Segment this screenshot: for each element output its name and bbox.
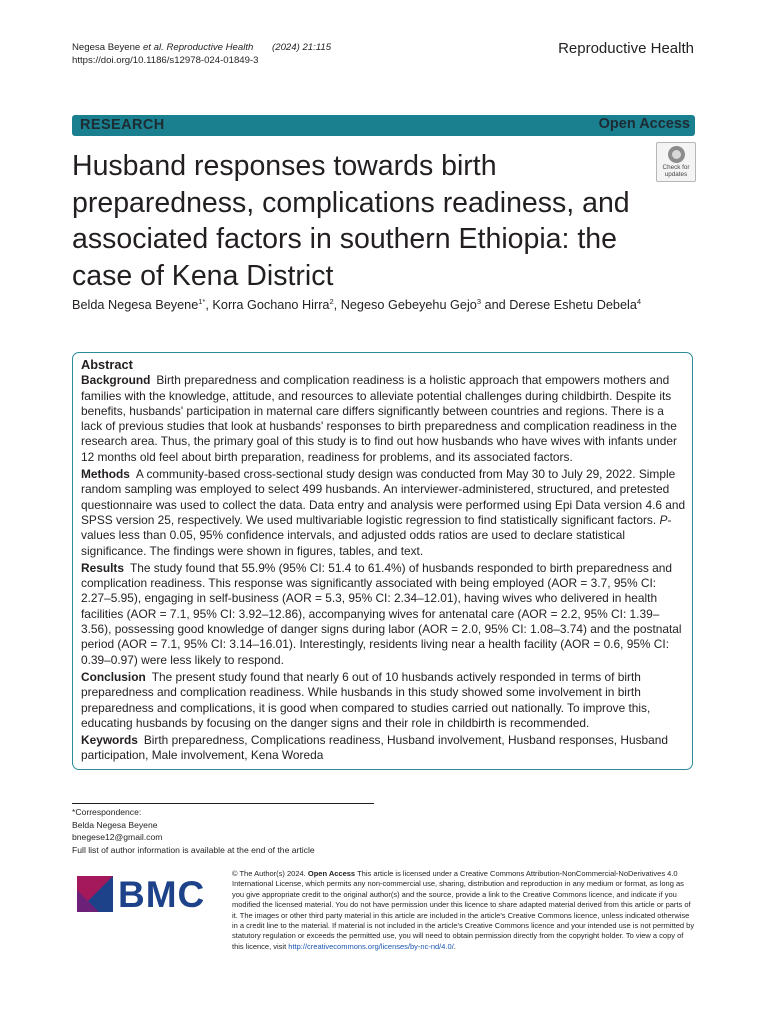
citation-authors: Negesa Beyene [72, 42, 141, 53]
abstract-conclusion [81, 670, 686, 731]
correspondence-name: Belda Negesa Beyene [72, 819, 158, 830]
author-name: Belda Negesa Beyene [72, 298, 199, 313]
correspondence-email[interactable]: bnegese12@gmail.com [72, 832, 163, 843]
abstract-background [81, 373, 686, 465]
correspondence-label: *Correspondence: [72, 807, 142, 817]
license-open-access: Open Access [307, 869, 356, 878]
citation-etal: et al. [142, 42, 164, 53]
footnote-divider [72, 803, 374, 804]
bmc-logo [77, 874, 211, 915]
bmc-logo-icon [77, 876, 113, 912]
author-separator: , [333, 298, 341, 313]
author-affiliation: 4 [636, 297, 642, 306]
methods-tail: -values less than 0.05, 95% confidence intervals, and adjusted odds ratios are used to declare statistical significance. The findings were shown in figures, tables, and text. [81, 512, 672, 558]
bmc-logo-text: BMC [118, 874, 206, 915]
methods-label: Methods [81, 467, 130, 482]
license-prefix: © The Author(s) 2024. [232, 869, 306, 878]
author-affiliation: 3 [476, 297, 482, 306]
author-list [72, 297, 702, 312]
article-type-label: RESEARCH [80, 117, 165, 133]
author-name: Derese Eshetu Debela [509, 298, 637, 313]
author-name: Korra Gochano Hirra [212, 298, 330, 313]
keywords-text: Birth preparedness, Complications readiness, Husband involvement, Husband responses, Husband participation, Male involvement, Kena Woreda [81, 733, 668, 763]
citation-journal: Reproductive Health [166, 42, 254, 53]
conclusion-label: Conclusion [81, 669, 146, 684]
author-separator: , [205, 298, 213, 313]
check-for-updates-button[interactable] [656, 142, 696, 182]
article-title: Husband responses towards birth preparedness, complications readiness, and associated factors in southern Ethiopia: the case of Kena District [72, 150, 630, 292]
abstract-methods [81, 467, 686, 559]
check-updates-icon [668, 146, 685, 163]
license-body: This article is licensed under a Creative Commons Attribution-NonCommercial-NoDerivatives 4.0 International License, which permits any non-commercial use, sharing, distribution and reproduction in any medium or format, as long as you give appropriate credit to the original author(s) and the source, provide a link to the Creative Commons licence, and indicate if you modified the licensed material. You do not have permission under this licence to share adapted material derived from this article or parts of it. The images or other third party material in this article are included in the article's Creative Commons licence, unless indicated otherwise in a credit line to the material. If material is not included in the article's Creative Commons licence and your intended use is not permitted by statutory regulation or exceeds the permitted use, you will need to obtain permission directly from the copyright holder. To view a copy of this licence, visit [232, 869, 695, 951]
results-label: Results [81, 560, 124, 575]
abstract-heading: Abstract [81, 357, 133, 372]
author-name: Negeso Gebeyehu Gejo [340, 298, 477, 313]
background-label: Background [81, 373, 151, 388]
author-separator: and [481, 298, 510, 313]
methods-text: A community-based cross-sectional study design was conducted from May 30 to July 29, 2022. Simple random sampling was employed to select 499 husbands. An interviewer-administered, structured, and pretested questionnaire was used to collect the data. Data entry and analysis were performed using Epi Data version 4.6 and SPSS version 25, respectively. We used multivariable logistic regression to find statistically significant factors. [81, 467, 686, 527]
license-link[interactable]: http://creativecommons.org/licenses/by-nc-nd/4.0/ [288, 941, 454, 951]
abstract-body [81, 357, 686, 766]
methods-p-italic: P [659, 512, 668, 527]
open-access-label: Open Access [598, 116, 690, 132]
abstract-results [81, 561, 686, 668]
author-affiliation: 1* [198, 297, 206, 306]
check-updates-line1: Check for [662, 164, 690, 171]
citation-year: (2024) 21:115 [272, 42, 332, 53]
citation-header [72, 42, 331, 67]
conclusion-text: The present study found that nearly 6 out of 10 husbands actively responded in terms of birth preparedness and complication readiness. While husbands in this study showed some involvement in birth preparedness and complications, it is good when compared to studies carried out nationally. To improve this, educating husbands by focusing on the danger signs and their role in childbirth is recommended. [81, 669, 651, 730]
check-updates-line2: updates [664, 171, 688, 178]
correspondence-footnote [72, 806, 315, 856]
research-bar [72, 115, 695, 136]
author-info-note: Full list of author information is available at the end of the article [72, 844, 315, 855]
license-suffix: . [453, 941, 456, 951]
background-text: Birth preparedness and complication readiness is a holistic approach that empowers mothers and families with the knowledge, attitude, and resources to alleviate potential challenges during childbirth. Despite its benefits, husbands' participation in maternal care differs significantly between countries and regions. There is a lack of previous studies that look at husbands' responses to birth preparedness and complication readiness in the research area. Thus, the primary goal of this study is to find out how husbands who have wives with infants under 12 months old feel about birth preparation, readiness for problems, and its associated factors. [81, 373, 677, 464]
citation-line [72, 42, 331, 55]
journal-name: Reproductive Health [558, 40, 694, 57]
abstract-keywords [81, 733, 686, 764]
keywords-label: Keywords [81, 733, 138, 748]
results-text: The study found that 55.9% (95% CI: 51.4 to 61.4%) of husbands responded to birth preparedness and complication readiness. This response was significantly associated with being employed (AOR = 3.7, 95% CI: 2.27–5.95), engaging in self-business (AOR = 5.3, 95% CI: 2.34–12.01), having wives who delivered in health facilities (AOR = 7.1, 95% CI: 3.92–12.86), accompanying wives for antenatal care (AOR = 2.2, 95% CI: 1.39–3.56), possessing good knowledge of danger signs during labor (AOR = 2.0, 95% CI: 1.08–3.74) and the postnatal period (AOR = 7.1, 95% CI: 3.14–16.01). Interestingly, residents living near a health facility (AOR = 0.6, 95% CI: 0.39–0.97) were less likely to respond. [81, 560, 682, 667]
author-affiliation: 2 [329, 297, 334, 306]
doi-link[interactable]: https://doi.org/10.1186/s12978-024-01849-3 [72, 54, 259, 66]
license-text [232, 869, 696, 952]
